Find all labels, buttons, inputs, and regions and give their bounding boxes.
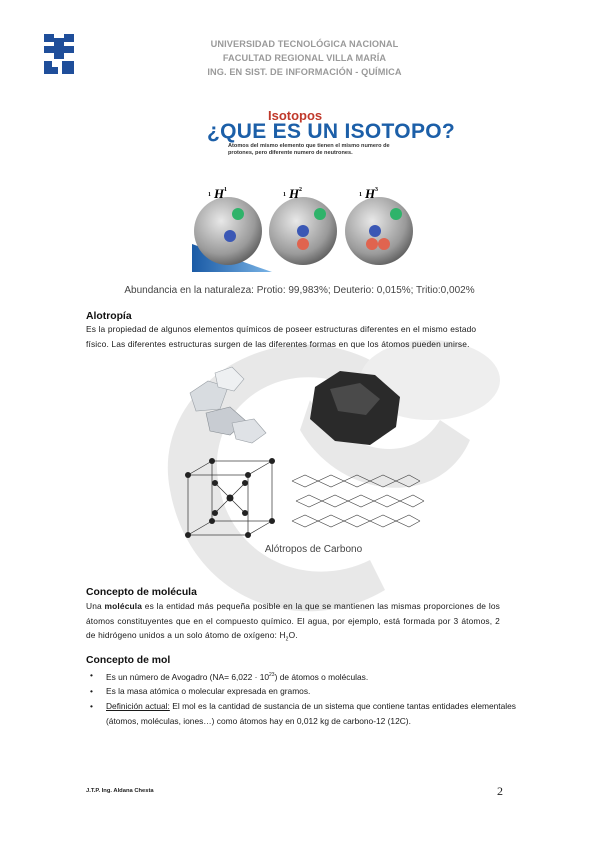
isotope-atoms-figure xyxy=(192,184,418,272)
alotropia-heading: Alotropía xyxy=(86,311,132,322)
molecula-heading: Concepto de molécula xyxy=(86,587,197,598)
isotope-small-title: Isotopos xyxy=(268,108,323,123)
svg-text:H: H xyxy=(365,186,376,201)
carbon-allotropes-figure xyxy=(170,363,430,545)
bullet-dot: • xyxy=(90,670,93,680)
molecula-text-before: Una xyxy=(86,601,105,611)
graphite-layers xyxy=(292,475,424,527)
isotope-caption: Abundancia en la naturaleza: Protio: 99,983%; Deuterio: 0,015%; Tritio:0,002% xyxy=(124,285,475,296)
page-number: 2 xyxy=(497,784,503,798)
diamond-image xyxy=(190,367,266,443)
mol-heading: Concepto de mol xyxy=(86,655,171,666)
svg-text:H: H xyxy=(214,186,225,201)
footer-author: J.T.P. Ing. Aldana Chesta xyxy=(86,788,154,794)
formula-subscript: 2 xyxy=(285,636,289,643)
svg-text:1: 1 xyxy=(359,192,362,198)
isotope-big-title: ¿QUE ES UN ISOTOPO? xyxy=(207,120,456,143)
bullet1-superscript: 23 xyxy=(269,672,275,678)
mol-bullet-2 xyxy=(86,684,516,699)
bullet1-text-after: ) de átomos o moléculas. xyxy=(274,671,369,682)
mol-bullet-3 xyxy=(86,699,516,728)
header-faculty: FACULTAD REGIONAL VILLA MARÍA xyxy=(222,53,387,64)
svg-text:1: 1 xyxy=(283,192,286,198)
bullet3-label: Definición actual: xyxy=(106,700,170,711)
mol-bullet-1 xyxy=(86,668,516,684)
bullet2-text: Es la masa atómica o molecular expresada en gramos. xyxy=(106,686,311,697)
document-header xyxy=(0,37,599,80)
molecula-text-after: es la entidad más pequeña posible en la que se mantienen las mismas proporciones de los átomos constituyentes que en el compuesto químico. El agua, por ejemplo, está formada por 3 átomos, 2 de hidrógeno unidos a un solo átomo de oxígeno: H xyxy=(86,601,500,641)
formula-end: O. xyxy=(288,630,298,641)
svg-text:2: 2 xyxy=(299,187,302,193)
bullet1-text-before: Es un número de Avogadro (NA= 6,022 · 10 xyxy=(106,671,270,682)
isotope-atoms-svg xyxy=(192,184,418,272)
graphite-image xyxy=(310,371,400,445)
bullet3-text: El mol es la cantidad de sustancia de un sistema que contiene tantas entidades elementales (átomos, moléculas, iones…) como átomos hay en 0,012 kg de carbono-12 (12C). xyxy=(106,700,516,726)
molecula-bold-word: molécula xyxy=(104,601,143,611)
svg-text:3: 3 xyxy=(375,187,378,193)
bullet-dot: • xyxy=(90,700,93,711)
mol-bullet-list xyxy=(86,668,516,728)
bullet-dot: • xyxy=(90,686,93,697)
molecula-paragraph xyxy=(86,599,500,647)
allotropes-caption: Alótropos de Carbono xyxy=(264,544,363,555)
svg-text:1: 1 xyxy=(224,187,227,193)
svg-text:1: 1 xyxy=(208,192,211,198)
alotropia-paragraph: Es la propiedad de algunos elementos químicos de poseer estructuras diferentes en el mismo estado físico. Las diferentes estructuras surgen de las diferentes formas en que los átomos pueden unirse. xyxy=(86,324,477,349)
isotope-description: Atomos del mismo elemento que tienen el mismo numero de protones, pero diferente numero de neutrones. xyxy=(228,143,390,157)
lattice-atoms xyxy=(185,458,275,538)
header-course: ING. EN SIST. DE INFORMACIÓN - QUÍMICA xyxy=(207,67,402,78)
header-university: UNIVERSIDAD TECNOLÓGICA NACIONAL xyxy=(210,39,399,49)
svg-text:H: H xyxy=(289,186,300,201)
